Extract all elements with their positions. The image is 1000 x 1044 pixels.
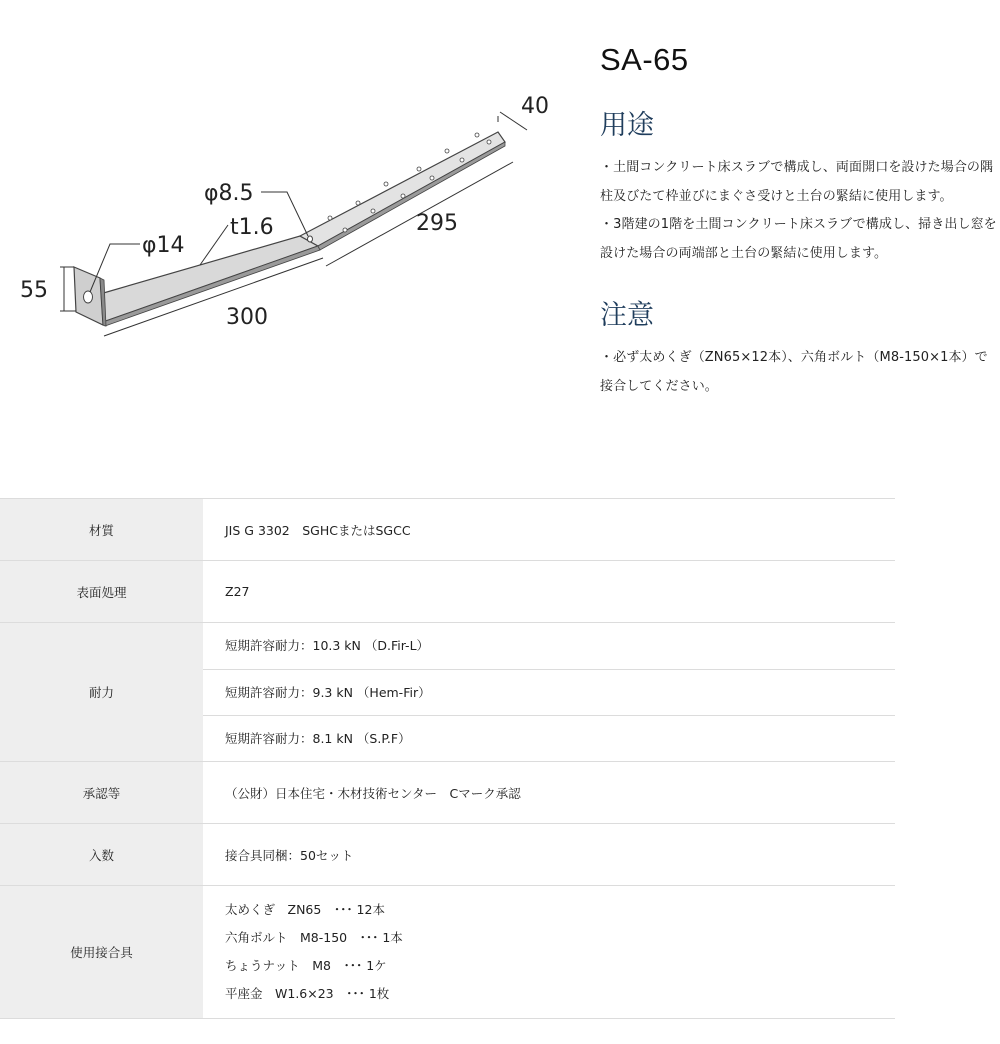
strength-line: 短期許容耐力：9.3 kN （Hem-Fir） <box>203 669 895 715</box>
bracket-upper-edge <box>318 142 505 250</box>
spec-table <box>0 498 895 1019</box>
usage-item: ・土間コンクリート床スラブで構成し、両面開口を設けた場合の隅柱及びたて枠並びにまぐさ受けと土台の緊結に使用します。 <box>600 160 994 204</box>
spec-label: 承認等 <box>0 762 203 824</box>
spec-label: 入数 <box>0 824 203 886</box>
spec-row-surface <box>0 561 895 623</box>
small-hole-icon <box>308 236 313 242</box>
dim-height-55: 55 <box>20 278 48 303</box>
spec-row-fasteners <box>0 886 895 1019</box>
fastener-list <box>225 886 895 1018</box>
fastener-item: 太めくぎ ZN65 ･･･ 12本 <box>225 902 385 917</box>
spec-row-material <box>0 499 895 561</box>
spec-row-approval <box>0 762 895 824</box>
usage-title: 用途 <box>600 110 654 141</box>
product-info <box>600 40 998 401</box>
strength-line: 短期許容耐力：10.3 kN （D.Fir-L） <box>225 638 430 653</box>
spec-value-group <box>203 623 895 762</box>
spec-value: JIS G 3302 SGHCまたはSGCC <box>203 499 895 561</box>
fastener-item: ちょうナット M8 ･･･ 1ケ <box>225 958 387 973</box>
spec-value-group <box>203 886 895 1019</box>
spec-label: 表面処理 <box>0 561 203 623</box>
large-hole-icon <box>84 291 93 303</box>
spec-row-strength <box>0 623 895 762</box>
caution-item: ・必ず太めくぎ（ZN65×12本）、六角ボルト（M8-150×1本）で接合してください。 <box>600 350 988 394</box>
dim-hole-large: φ14 <box>142 233 185 258</box>
dim-length-300: 300 <box>226 305 268 330</box>
bracket-illustration <box>0 60 590 380</box>
bracket-upper-strip <box>300 132 505 246</box>
fastener-item: 六角ボルト M8-150 ･･･ 1本 <box>225 930 403 945</box>
caution-title: 注意 <box>600 300 654 331</box>
dim-width-40: 40 <box>521 94 549 119</box>
product-code: SA-65 <box>600 42 689 77</box>
spec-label: 耐力 <box>0 623 203 762</box>
dim-thickness: t1.6 <box>230 215 274 240</box>
spec-label: 材質 <box>0 499 203 561</box>
dim-length-295: 295 <box>416 211 458 236</box>
bracket-lower-strip <box>100 236 318 322</box>
spec-row-quantity <box>0 824 895 886</box>
usage-item: ・3階建の1階を土間コンクリート床スラブで構成し、掃き出し窓を設けた場合の両端部と土台の緊結に使用します。 <box>600 217 997 261</box>
spec-label: 使用接合具 <box>0 886 203 1019</box>
strength-line: 短期許容耐力：8.1 kN （S.P.F） <box>203 715 895 761</box>
dim-hole-small: φ8.5 <box>204 181 254 206</box>
product-drawing <box>0 60 590 380</box>
spec-value: Z27 <box>203 561 895 623</box>
spec-value: （公財）日本住宅・木材技術センター Cマーク承認 <box>203 762 895 824</box>
spec-value: 接合具同梱：50セット <box>203 824 895 886</box>
fastener-item: 平座金 W1.6×23 ･･･ 1枚 <box>225 986 390 1001</box>
